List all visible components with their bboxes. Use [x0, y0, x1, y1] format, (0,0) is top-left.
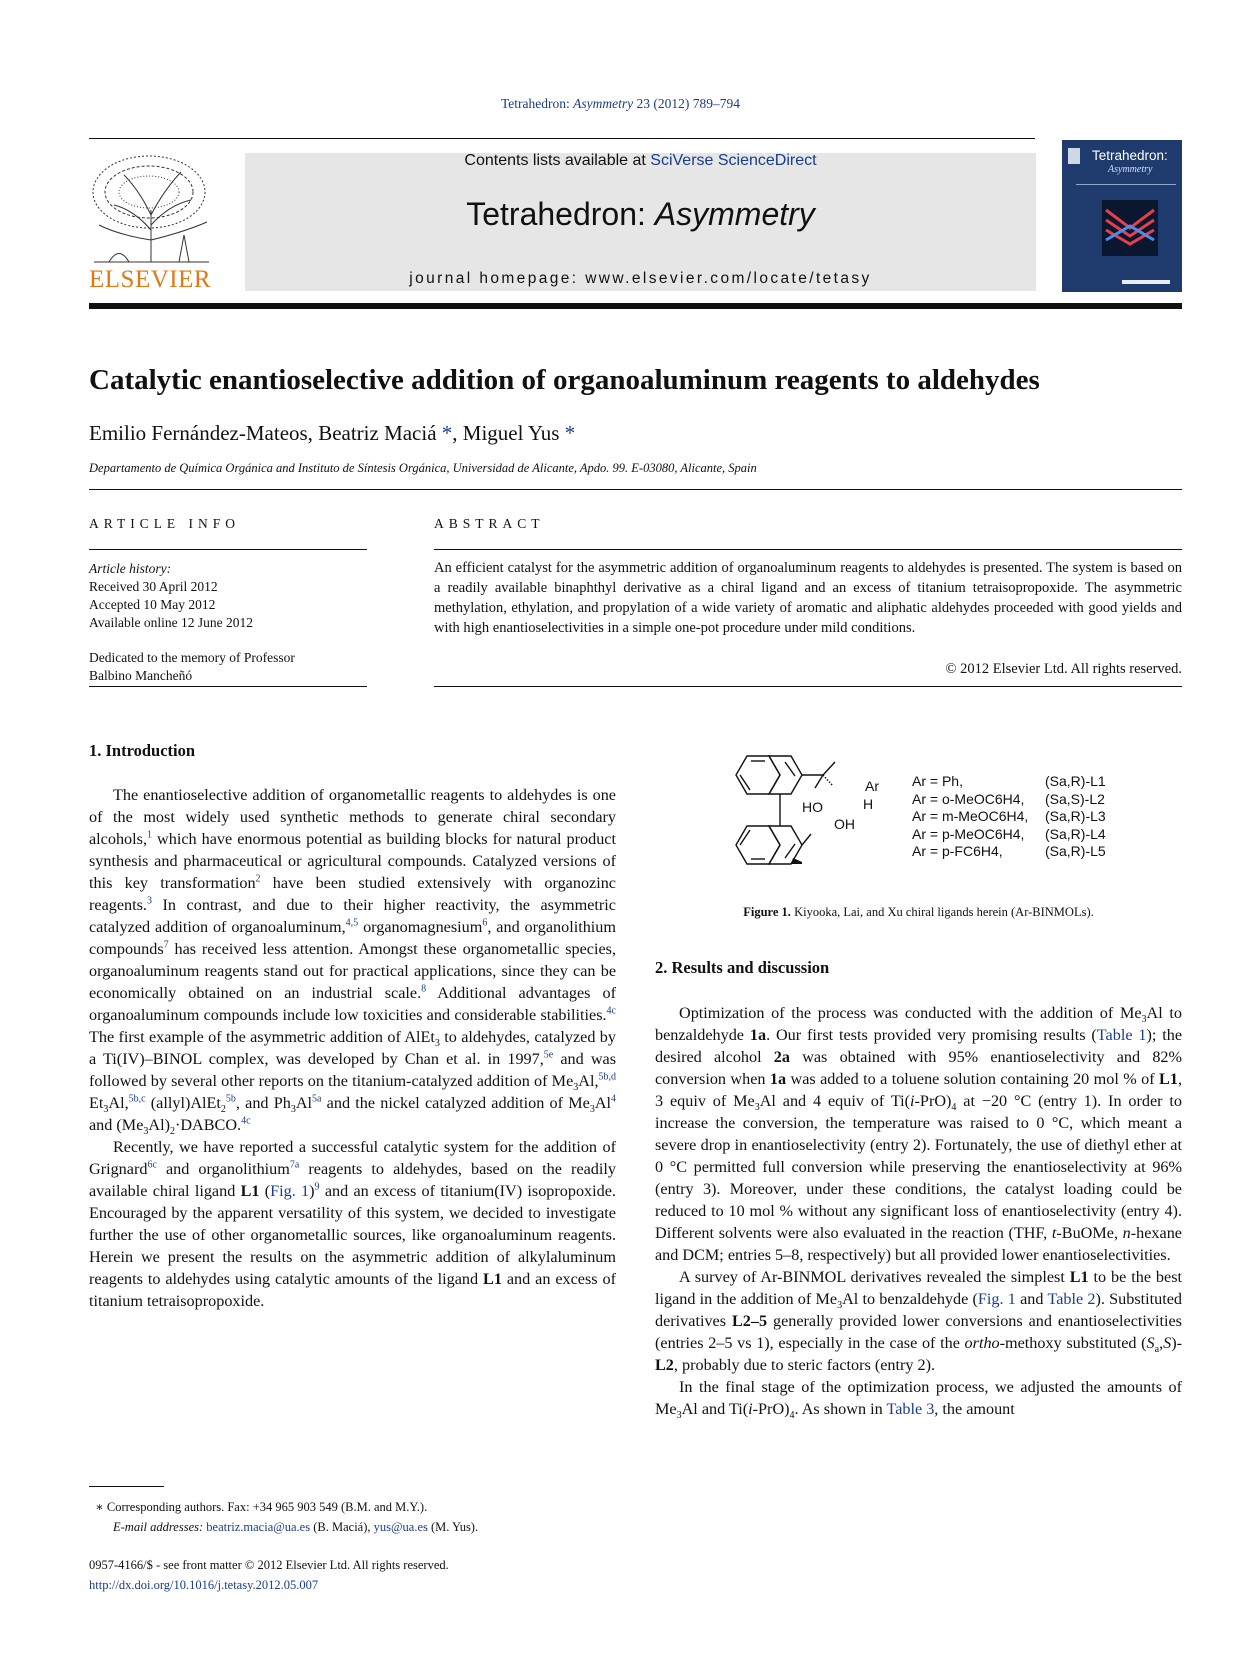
- journal-citation[interactable]: [0, 96, 1241, 112]
- contents-prefix: Contents lists available at: [464, 152, 651, 169]
- dedication-line-1: Dedicated to the memory of Professor: [89, 650, 295, 665]
- citation-journal: Tetrahedron:: [500, 96, 574, 111]
- accepted-date: Accepted 10 May 2012: [89, 597, 216, 612]
- citation-volume: 23 (2012) 789–794: [633, 96, 740, 111]
- abstract-heading: ABSTRACT: [434, 516, 545, 531]
- email-link-macia[interactable]: beatriz.macia@ua.es: [206, 1520, 311, 1534]
- ligand-code-l4: (Sa,R)-L4: [1045, 825, 1106, 842]
- results-paragraph-3: In the final stage of the optimization process, we adjusted the amounts of $Me_3Al$ and $Ti(i-PrO)_4$. As shown in Table 3, the amount: [655, 1378, 1182, 1422]
- ligand-ar-1: Ar = Ph,: [912, 773, 963, 789]
- figure-label-ar: Ar: [865, 778, 879, 794]
- cover-logo-icon: [1068, 148, 1080, 164]
- journal-name-italic: Asymmetry: [654, 196, 815, 232]
- email-name-yus: (M. Yus).: [427, 1520, 479, 1534]
- section-heading-results: 2. Results and discussion: [655, 958, 830, 977]
- ligand-codes: [1045, 773, 1106, 861]
- citation-journal-italic: Asymmetry: [573, 96, 634, 111]
- corresponding-star-1[interactable]: *: [436, 421, 453, 445]
- figure-caption-text: Kiyooka, Lai, and Xu chiral ligands herein (Ar-BINMOLs).: [790, 905, 1094, 919]
- header-rule-thick: [89, 303, 1182, 309]
- elsevier-wordmark[interactable]: ELSEVIER: [89, 266, 212, 293]
- online-date: Available online 12 June 2012: [89, 615, 253, 630]
- ligand-list: [912, 773, 1028, 861]
- email-label: E-mail addresses:: [113, 1520, 207, 1534]
- author-list: [89, 421, 575, 446]
- doi-link[interactable]: http://dx.doi.org/10.1016/j.tetasy.2012.05.007: [89, 1578, 319, 1592]
- cover-footer-logo: [1122, 280, 1170, 284]
- article-history: [89, 560, 295, 685]
- journal-title: [245, 196, 1036, 233]
- sciencedirect-link[interactable]: SciVerse ScienceDirect: [650, 152, 817, 169]
- footnote-rule: [89, 1486, 164, 1487]
- results-body: [655, 1002, 1182, 1420]
- info-rule-bottom: [89, 686, 367, 687]
- figure-label-h: H: [863, 796, 874, 812]
- section-heading-introduction: 1. Introduction: [89, 741, 196, 760]
- abstract-rule-top: [434, 549, 1182, 550]
- journal-homepage[interactable]: journal homepage: www.elsevier.com/locate/tetasy: [409, 270, 872, 287]
- author-yus[interactable]: , Miguel Yus: [452, 421, 560, 445]
- footnote: [89, 1497, 478, 1537]
- figure-label-oh: OH: [834, 816, 855, 832]
- abstract-rule-bottom: [434, 686, 1182, 687]
- cover-divider: [1076, 184, 1176, 185]
- affiliation: Departamento de Química Orgánica and Instituto de Síntesis Orgánica, Universidad de Alicante, Apdo. 99. E-03080, Alicante, Spain: [89, 461, 757, 475]
- elsevier-tree-logo: [89, 150, 214, 265]
- intro-paragraph-1: The enantioselective addition of organometallic reagents to aldehydes is one of the most widely used synthetic methods to generate chiral secondary alcohols,$^1$ which have enormous potential as building blocks for natural product synthesis and pharmaceutical or agricultural compounds. Catalyzed versions of this key transformation$^2$ have been studied extensively with organozinc reagents.$^3$ In contrast, and due to their higher reactivity, the asymmetric catalyzed addition of organoaluminum,$^{4,5}$ organomagnesium$^6$, and organolithium compounds$^7$ has received less attention. Amongst these organometallic species, organoaluminum reagents stand out for practical applications, since they can be economically obtained on an industrial scale.$^8$ Additional advantages of organoaluminum compounds include low toxicities and considerable stabilities.$^{4c}$ The first example of the asymmetric addition of AlEt$_3$ to aldehydes, catalyzed by a Ti(IV)–BINOL complex, was developed by Chan et al. in 1997,$^{5e}$ and was followed by several other reports on the titanium-catalyzed addition of $Me_3Al,^{5b,d}$ $Et_3Al,^{5b,c}$ (allyl)AlEt$_2^{5b}$, and $Ph_3Al^{5a}$ and the nickel catalyzed addition of $Me_3Al^4$ and $(Me_3Al)_2\cdot DABCO.^{4c}$: [89, 786, 616, 1138]
- journal-name: Tetrahedron:: [466, 196, 655, 232]
- journal-cover[interactable]: [1062, 140, 1182, 292]
- ligand-ar-2: Ar = o-MeOC6H4,: [912, 790, 1025, 807]
- wedge-bond: [791, 858, 802, 864]
- intro-paragraph-2: Recently, we have reported a successful catalytic system for the addition of Grignard$^{6c}$ and organolithium$^{7a}$ reagents to aldehydes, based on the readily available chiral ligand L1 (Fig. 1)$^9$ and an excess of titanium(IV) isopropoxide. Encouraged by the apparent versatility of this system, we decided to investigate further the use of other organometallic sources, like organoaluminum reagents. Herein we present the results on the asymmetric addition of alkylaluminum reagents to aldehydes using catalytic amounts of the ligand L1 and an excess of titanium tetraisopropoxide.: [89, 1138, 616, 1310]
- history-label: Article history:: [89, 561, 172, 576]
- abstract-copyright: © 2012 Elsevier Ltd. All rights reserved.: [945, 661, 1182, 677]
- cover-subtitle: Asymmetry: [1108, 164, 1153, 175]
- corresponding-text: Corresponding authors. Fax: +34 965 903 549 (B.M. and M.Y.).: [106, 1500, 428, 1514]
- corresponding-star-2[interactable]: *: [559, 421, 576, 445]
- contents-line: [245, 152, 1036, 170]
- results-paragraph-2: A survey of Ar-BINMOL derivatives revealed the simplest L1 to be the best ligand in the addition of $Me_3Al$ to benzaldehyde (Fig. 1 and Table 2). Substituted derivatives L2–5 generally provided lower conversions and enantioselectivities (entries 2–5 vs 1), especially in the case of the ortho-methoxy substituted $(S_a,S)-L2$, probably due to steric factors (entry 2).: [655, 1268, 1183, 1374]
- email-line: [89, 1517, 478, 1537]
- info-rule-top: [89, 549, 367, 550]
- email-name-macia: (B. Maciá),: [310, 1520, 374, 1534]
- figure-caption-label: Figure 1.: [743, 905, 791, 919]
- issn-line: 0957-4166/$ - see front matter © 2012 Elsevier Ltd. All rights reserved.: [89, 1558, 449, 1572]
- introduction-body: [89, 784, 616, 1312]
- ligand-ar-4: Ar = p-MeOC6H4,: [912, 825, 1025, 842]
- title-rule: [89, 489, 1182, 490]
- cover-artwork: [1102, 200, 1158, 256]
- figure-1-caption: [655, 905, 1182, 920]
- ligand-ar-5: Ar = p-FC6H4,: [912, 843, 1003, 859]
- author-fernandez[interactable]: Emilio Fernández-Mateos,: [89, 421, 319, 445]
- cover-title: Tetrahedron:: [1092, 148, 1168, 163]
- ligand-code-l5: (Sa,R)-L5: [1045, 843, 1106, 859]
- footnote-star-icon: ∗: [95, 1500, 104, 1514]
- email-link-yus[interactable]: yus@ua.es: [373, 1520, 428, 1534]
- dedication-line-2: Balbino Mancheñó: [89, 668, 193, 683]
- figure-label-ho: HO: [802, 799, 823, 815]
- article-title: Catalytic enantioselective addition of organoaluminum reagents to aldehydes: [89, 364, 1040, 396]
- results-paragraph-1: Optimization of the process was conducted with the addition of $Me_3Al$ to benzaldehyde 1a. Our first tests provided very promising results (Table 1); the desired alcohol 2a was obtained with 95% enantioselectivity and 82% conversion when 1a was added to a toluene solution containing 20 mol % of L1, 3 equiv of $Me_3Al$ and 4 equiv of $Ti(i-PrO)_4$ at −20 °C (entry 1). In order to increase the conversion, the temperature was raised to 0 °C, which meant a severe drop in enantioselectivity (entry 2). Fortunately, the use of diethyl ether at 0 °C permitted full conversion while preserving the enantioselectivity at 96% (entry 3). Moreover, under these conditions, the catalyst loading could be reduced to 10 mol % without any significant loss of enantioselectivity (entry 4). Different solvents were also evaluated in the reaction (THF, t-BuOMe, n-hexane and DCM; entries 5–8, respectively) but all provided lower enantioselectivities.: [655, 1004, 1183, 1264]
- header-rule-top: [89, 138, 1035, 139]
- front-matter: [89, 1555, 449, 1595]
- ligand-code-l1: (Sa,R)-L1: [1045, 773, 1106, 789]
- received-date: Received 30 April 2012: [89, 579, 218, 594]
- ligand-code-l3: (Sa,R)-L3: [1045, 808, 1106, 824]
- author-macia[interactable]: Beatriz Maciá: [318, 421, 437, 445]
- corresponding-note: [89, 1497, 478, 1517]
- article-info-heading: ARTICLE INFO: [89, 516, 241, 531]
- ligand-code-l2: (Sa,S)-L2: [1045, 790, 1105, 807]
- abstract-text: An efficient catalyst for the asymmetric addition of organoaluminum reagents to aldehydes is presented. The system is based on a readily available binaphthyl derivative as a chiral ligand and an excess of titanium tetraisopropoxide. The asymmetric methylation, ethylation, and propylation of a wide variety of aromatic and aliphatic aldehydes proceeded with good yields and with high enantioselectivities in a simple one-pot procedure under mild conditions.: [434, 560, 1182, 636]
- ligand-ar-3: Ar = m-MeOC6H4,: [912, 808, 1029, 824]
